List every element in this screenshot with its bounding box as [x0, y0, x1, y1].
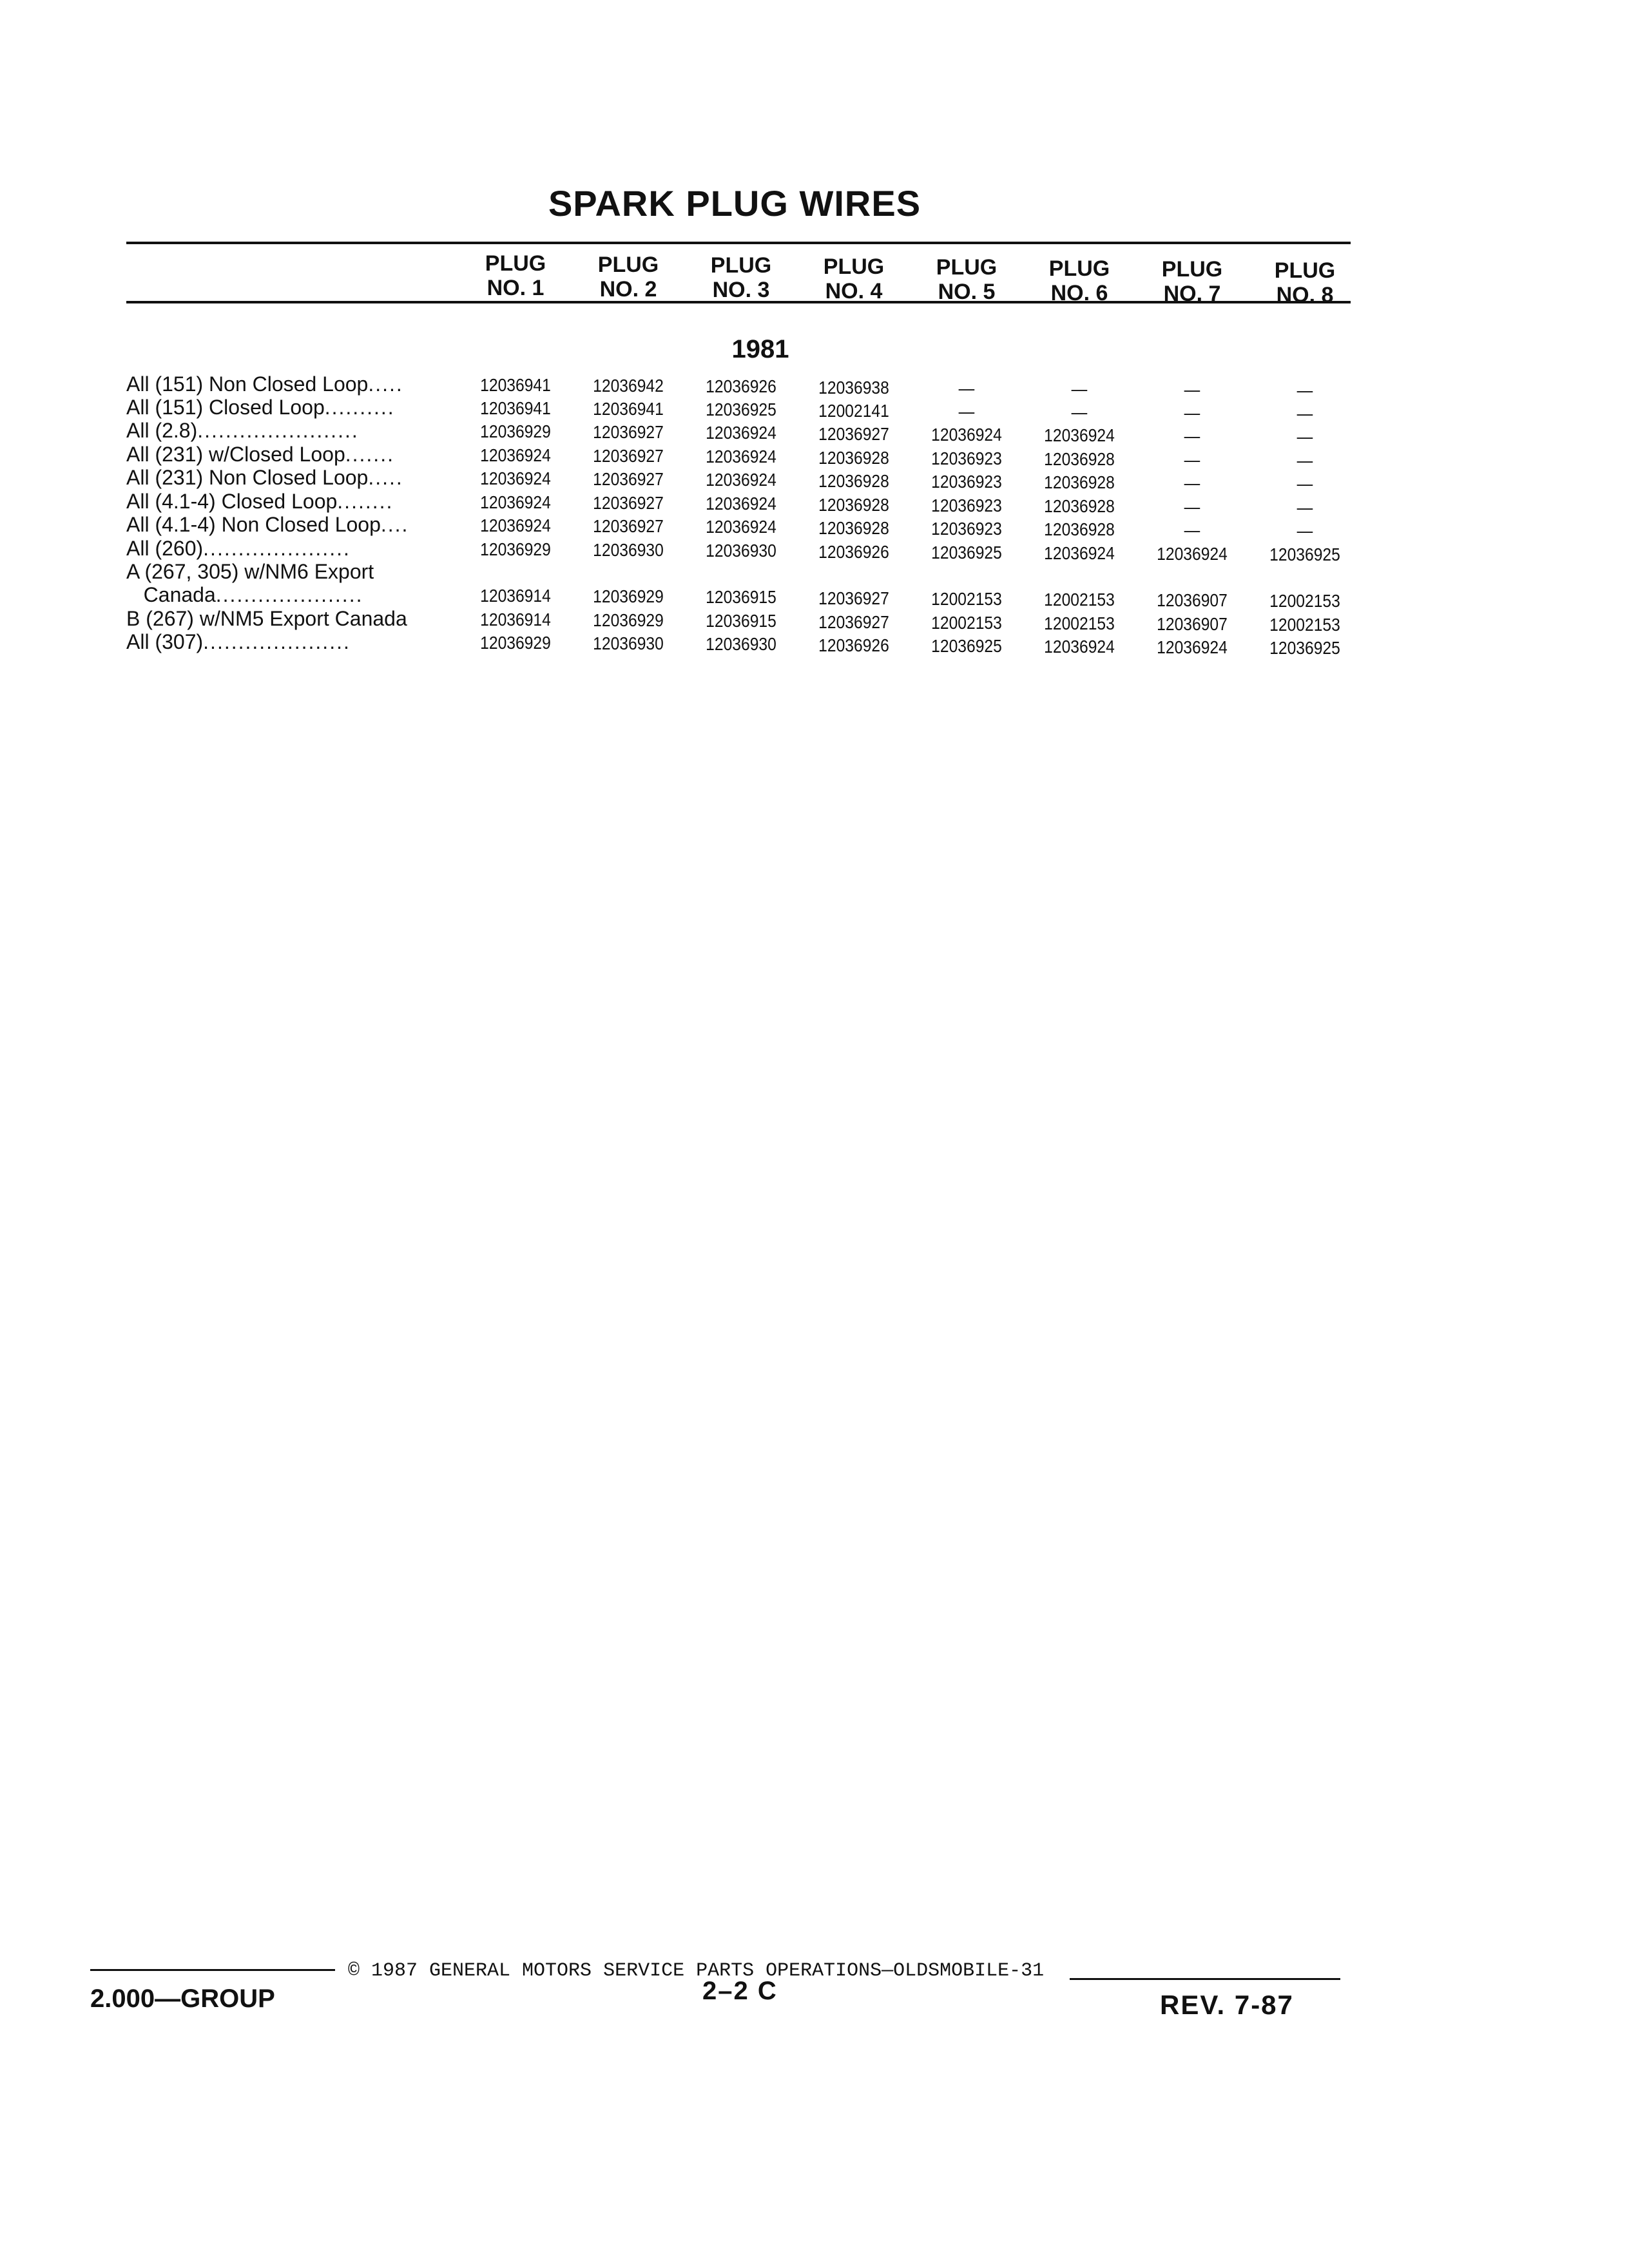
column-header-line2: NO. 3 [712, 278, 770, 302]
table-cell: 12036915 [706, 611, 776, 631]
table-cell: — [958, 401, 975, 421]
row-label [126, 513, 448, 536]
table-cell: — [1071, 379, 1088, 399]
row-label-text: All (231) Non Closed Loop [126, 466, 369, 489]
table-cell: 12036907 [1157, 590, 1228, 611]
table-cell: 12036924 [706, 447, 776, 467]
table-cell: 12036924 [480, 515, 551, 535]
row-leader-dots: ....................... [197, 419, 359, 442]
table-cell: 12036929 [480, 421, 551, 441]
footer-rule-right [1070, 1978, 1340, 1980]
table-cell: 12002153 [1269, 615, 1340, 635]
table-cell: 12036925 [931, 542, 1002, 562]
table-cell: 12036923 [931, 471, 1002, 492]
table-cell: — [1296, 380, 1313, 401]
year-heading: 1981 [731, 335, 789, 363]
table-cell: 12036928 [818, 517, 889, 538]
row-label-text: All (307) [126, 630, 204, 653]
column-header-plug-4 [802, 255, 905, 303]
row-label [126, 396, 448, 419]
column-header-plug-5 [915, 255, 1018, 304]
table-cell: 12036924 [1044, 543, 1115, 563]
table-cell: 12036924 [706, 517, 776, 537]
table-cell: 12036927 [593, 469, 664, 490]
table-cell: 12036924 [1157, 544, 1228, 564]
table-cell: 12036927 [593, 493, 664, 514]
table-cell: 12036907 [1157, 614, 1228, 635]
table-cell: 12036928 [1044, 519, 1115, 539]
row-label [126, 537, 448, 560]
table-cell: 12036928 [1044, 449, 1115, 469]
column-header-plug-3 [689, 253, 793, 302]
row-label [126, 443, 448, 466]
table-cell: 12036929 [480, 633, 551, 653]
table-cell: 12036928 [818, 494, 889, 515]
table-cell: 12036925 [931, 635, 1002, 656]
footer-page-number: 2–2 C [702, 1977, 778, 2005]
row-leader-dots: .... [380, 513, 409, 536]
table-cell: 12036928 [818, 447, 889, 468]
table-cell: 12036928 [1044, 496, 1115, 516]
table-cell: 12036923 [931, 448, 1002, 468]
table-cell: 12002153 [1044, 590, 1115, 610]
table-cell: 12036929 [480, 539, 551, 559]
table-cell: 12036914 [480, 586, 551, 606]
row-label [126, 419, 448, 442]
column-header-plug-8 [1253, 258, 1356, 307]
column-header-plug-6 [1028, 256, 1131, 305]
column-header-line1: PLUG [710, 253, 772, 278]
row-label [126, 560, 448, 583]
table-cell: 12036942 [593, 376, 664, 396]
table-cell: 12036928 [818, 470, 889, 491]
row-label [126, 607, 448, 630]
row-label-text: All (260) [126, 537, 204, 560]
table-cell: 12036924 [480, 492, 551, 512]
row-label-text: All (4.1-4) Closed Loop [126, 490, 338, 513]
table-cell: — [1184, 497, 1200, 517]
table-cell: 12036927 [593, 516, 664, 537]
page-title: SPARK PLUG WIRES [548, 183, 921, 224]
table-cell: — [1071, 402, 1088, 422]
table-cell: — [1296, 497, 1313, 518]
table-cell: 12036924 [706, 470, 776, 490]
column-header-line2: NO. 7 [1163, 282, 1221, 306]
table-cell: — [1184, 450, 1200, 470]
table-cell: 12036914 [480, 610, 551, 629]
column-header-line2: NO. 8 [1276, 282, 1334, 307]
table-cell: 12036927 [818, 611, 889, 632]
row-leader-dots: ..... [368, 466, 403, 489]
table-cell: 12036915 [706, 587, 776, 608]
row-leader-dots: ..................... [203, 537, 351, 560]
table-cell: 12002153 [1044, 613, 1115, 633]
table-cell: 12036924 [1044, 637, 1115, 657]
table-cell: 12036928 [1044, 472, 1115, 492]
footer-revision: REV. 7-87 [1160, 1990, 1294, 2020]
row-label-text: B (267) w/NM5 Export Canada [126, 607, 407, 630]
table-cell: 12002141 [818, 400, 889, 421]
table-cell: 12036930 [593, 633, 664, 654]
table-cell: 12036941 [480, 375, 551, 395]
table-cell: — [1184, 520, 1200, 541]
table-cell: 12036930 [706, 634, 776, 655]
row-label-text: All (2.8) [126, 419, 198, 442]
row-label-text: All (151) Non Closed Loop [126, 372, 369, 396]
footer-rule-left [90, 1969, 335, 1971]
table-cell: 12002153 [931, 612, 1002, 633]
column-header-line1: PLUG [597, 252, 659, 277]
table-cell: 12036938 [818, 377, 889, 398]
column-header-line1: PLUG [823, 254, 885, 279]
header-top-rule [126, 242, 1351, 244]
row-label-text: All (151) Closed Loop [126, 396, 325, 419]
table-cell: — [1184, 380, 1200, 400]
row-leader-dots: ..... [368, 372, 403, 396]
column-header-plug-1 [464, 251, 567, 300]
table-cell: 12036924 [480, 468, 551, 488]
table-cell: — [1296, 450, 1313, 471]
table-cell: 12036941 [593, 399, 664, 419]
table-cell: — [1296, 521, 1313, 541]
row-leader-dots: ..................... [215, 583, 363, 606]
column-header-line2: NO. 5 [938, 280, 996, 304]
table-cell: 12036926 [818, 635, 889, 655]
row-label [126, 466, 448, 489]
column-header-line2: NO. 6 [1050, 280, 1108, 305]
column-header-line1: PLUG [1161, 257, 1223, 282]
table-cell: 12036941 [480, 398, 551, 418]
table-cell: — [1184, 473, 1200, 494]
table-cell: 12036927 [818, 423, 889, 444]
table-cell: 12036924 [706, 423, 776, 443]
row-label-text: A (267, 305) w/NM6 Export [126, 560, 374, 583]
table-cell: 12036923 [931, 518, 1002, 539]
footer-copyright: © 1987 GENERAL MOTORS SERVICE PARTS OPERATIONS—OLDSMOBILE-31 [348, 1960, 1045, 1982]
table-cell: — [1184, 426, 1200, 447]
table-cell: 12036924 [1157, 637, 1228, 658]
column-header-line1: PLUG [936, 255, 998, 280]
column-header-line1: PLUG [485, 251, 546, 276]
row-label-text: Canada [126, 583, 216, 606]
table-cell: 12036925 [1269, 638, 1340, 658]
column-header-line2: NO. 1 [487, 276, 545, 300]
table-cell: 12036925 [706, 399, 776, 420]
table-cell: 12036927 [593, 446, 664, 466]
table-cell: 12036924 [1044, 425, 1115, 445]
table-cell: 12002153 [931, 588, 1002, 609]
row-label [126, 630, 448, 653]
table-cell: 12036930 [706, 541, 776, 561]
table-cell: — [958, 378, 975, 398]
table-cell: 12036924 [480, 445, 551, 465]
table-cell: 12036924 [706, 494, 776, 514]
table-cell: 12036926 [706, 376, 776, 397]
table-cell: — [1296, 427, 1313, 447]
table-cell: — [1184, 403, 1200, 423]
table-cell: 12036929 [593, 586, 664, 607]
column-header-line2: NO. 4 [825, 278, 883, 303]
table-cell: 12002153 [1269, 591, 1340, 611]
column-header-plug-7 [1141, 257, 1244, 306]
table-cell: 12036930 [593, 540, 664, 561]
row-label [126, 583, 448, 606]
table-cell: 12036927 [593, 422, 664, 443]
table-cell: 12036923 [931, 495, 1002, 515]
row-leader-dots: ....... [345, 443, 394, 466]
column-header-line2: NO. 2 [599, 276, 657, 302]
table-cell: 12036926 [818, 541, 889, 562]
row-label-text: All (4.1-4) Non Closed Loop [126, 513, 381, 536]
footer-group: 2.000—GROUP [90, 1984, 275, 2013]
row-leader-dots: ........ [337, 490, 394, 513]
column-header-line1: PLUG [1048, 256, 1110, 281]
column-header-plug-2 [577, 253, 680, 302]
row-label [126, 490, 448, 513]
table-cell: 12036929 [593, 610, 664, 631]
row-label [126, 372, 448, 396]
table-cell: 12036924 [931, 424, 1002, 445]
row-label-text: All (231) w/Closed Loop [126, 443, 345, 466]
table-cell: 12036927 [818, 588, 889, 608]
row-leader-dots: ..................... [203, 630, 351, 653]
table-cell: — [1296, 403, 1313, 424]
table-cell: 12036925 [1269, 544, 1340, 565]
table-cell: — [1296, 474, 1313, 494]
row-leader-dots: .......... [324, 396, 395, 419]
column-header-line1: PLUG [1274, 258, 1336, 283]
